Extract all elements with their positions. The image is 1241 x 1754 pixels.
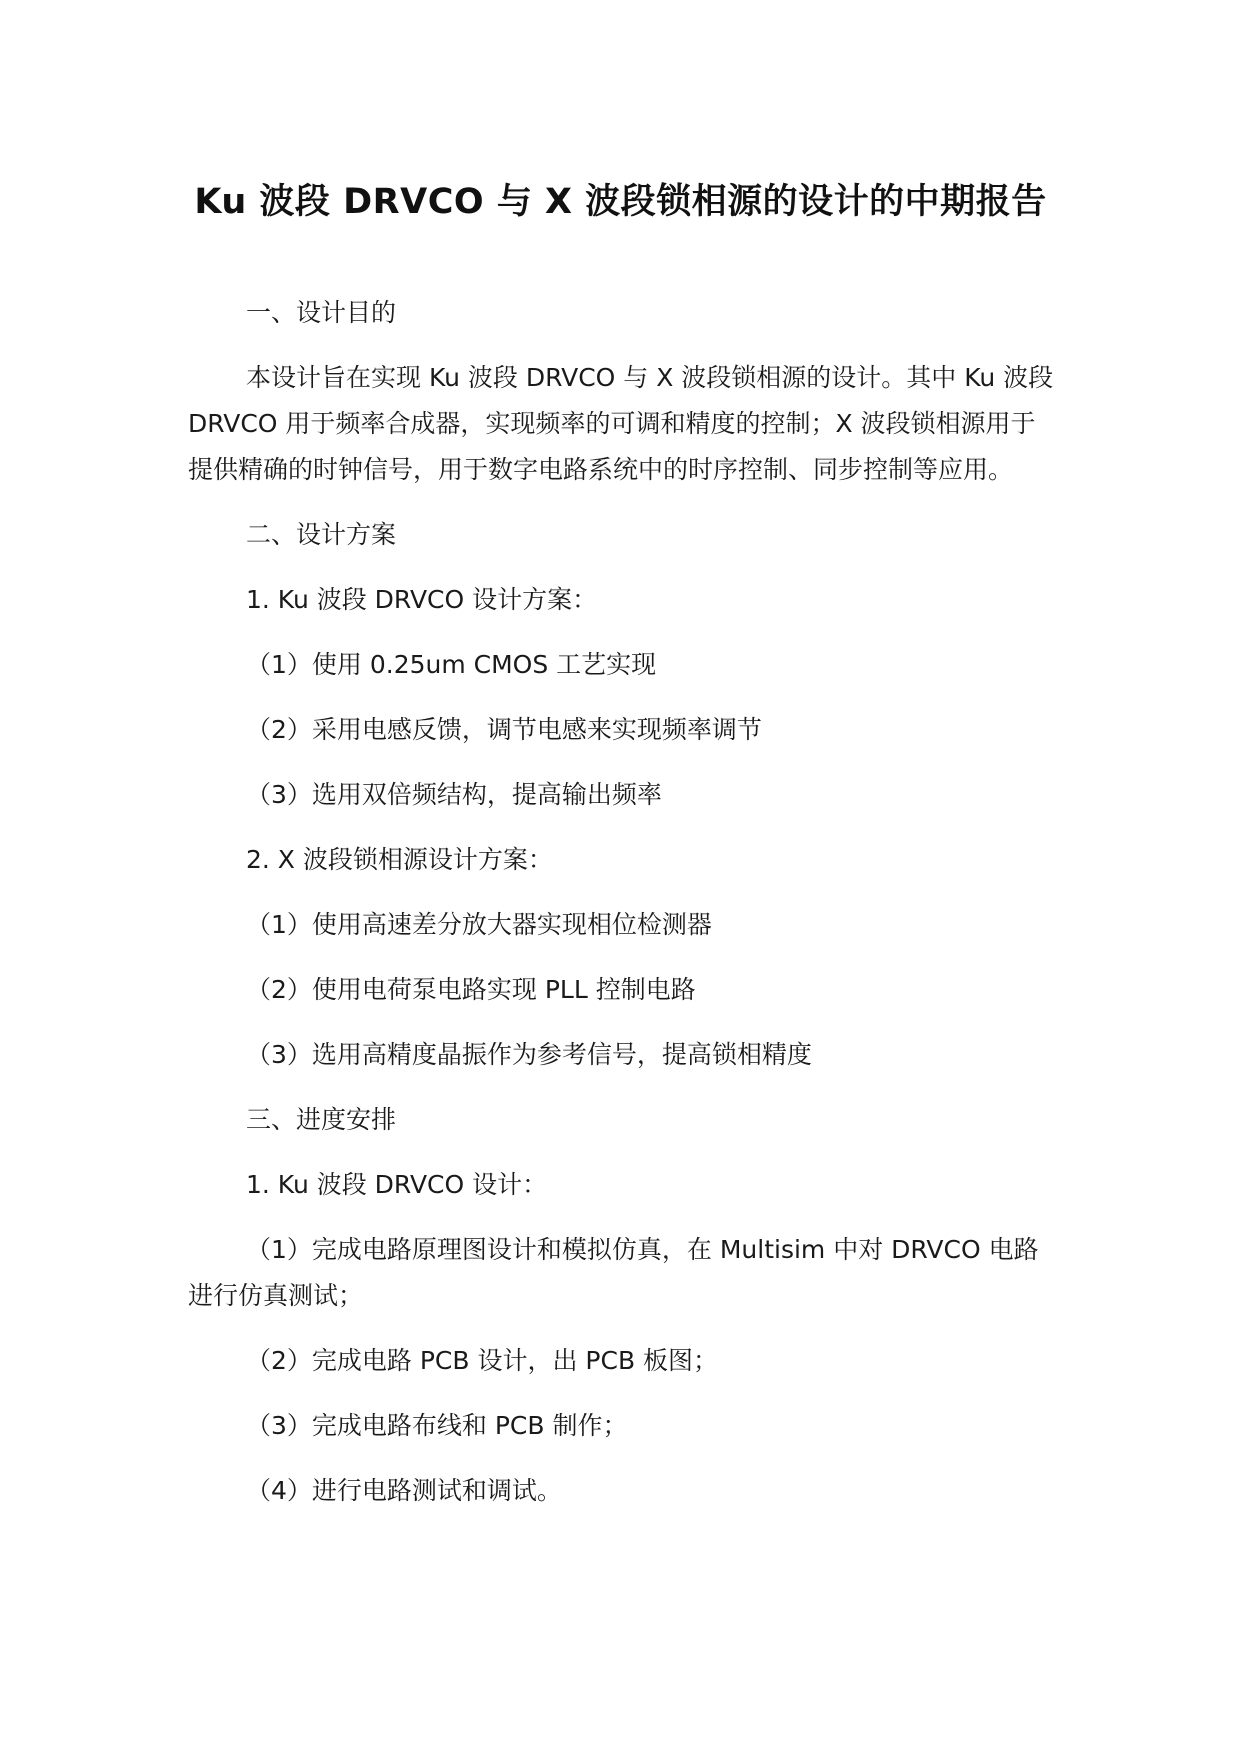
document-title: Ku 波段 DRVCO 与 X 波段锁相源的设计的中期报告 bbox=[194, 182, 1047, 222]
list-item: （2）使用电荷泵电路实现 PLL 控制电路 bbox=[246, 975, 696, 1004]
subheading-drvco-scheme: 1. Ku 波段 DRVCO 设计方案： bbox=[246, 585, 598, 614]
section-heading-scheme: 二、设计方案 bbox=[246, 520, 397, 549]
section-heading-schedule: 三、进度安排 bbox=[246, 1105, 397, 1134]
subheading-pll-scheme: 2. X 波段锁相源设计方案： bbox=[246, 845, 553, 874]
subheading-drvco-design: 1. Ku 波段 DRVCO 设计： bbox=[246, 1170, 548, 1199]
list-item: （1）使用高速差分放大器实现相位检测器 bbox=[246, 910, 712, 939]
list-item: （1）完成电路原理图设计和模拟仿真，在 Multisim 中对 DRVCO 电路进行仿真测试； bbox=[188, 1235, 1039, 1310]
document-body bbox=[188, 290, 1062, 1533]
list-item: （3）选用高精度晶振作为参考信号，提高锁相精度 bbox=[246, 1040, 812, 1069]
list-item: （1）使用 0.25um CMOS 工艺实现 bbox=[246, 650, 657, 679]
list-item: （2）完成电路 PCB 设计，出 PCB 板图； bbox=[246, 1346, 719, 1375]
section-heading-purpose: 一、设计目的 bbox=[246, 298, 397, 327]
list-item: （2）采用电感反馈，调节电感来实现频率调节 bbox=[246, 715, 762, 744]
list-item: （3）选用双倍频结构，提高输出频率 bbox=[246, 780, 662, 809]
list-item: （3）完成电路布线和 PCB 制作； bbox=[246, 1411, 628, 1440]
paragraph-purpose: 本设计旨在实现 Ku 波段 DRVCO 与 X 波段锁相源的设计。其中 Ku 波段 DRVCO 用于频率合成器，实现频率的可调和精度的控制；X 波段锁相源用于提供精确的时钟信号，用于数字电路系统中的时序控制、同步控制等应用。 bbox=[188, 363, 1062, 484]
list-item: （4）进行电路测试和调试。 bbox=[246, 1476, 562, 1505]
